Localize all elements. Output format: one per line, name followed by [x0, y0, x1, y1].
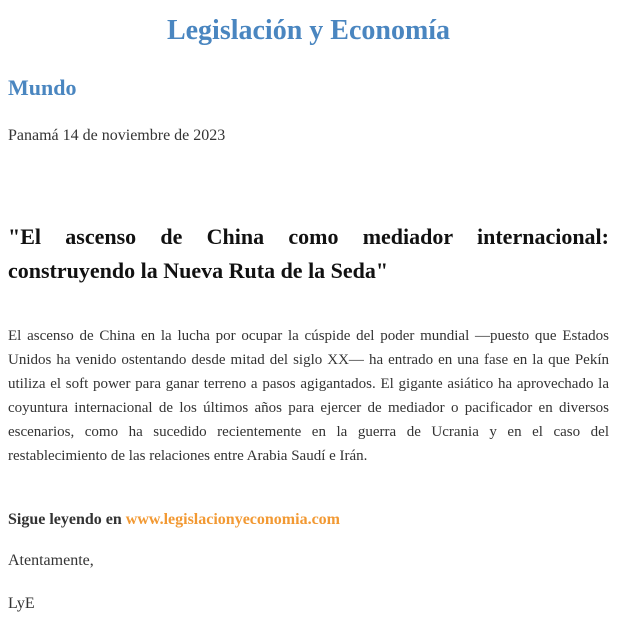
signoff: Atentamente,	[8, 552, 94, 569]
signature: LyE	[8, 595, 35, 612]
masthead-title: Legislación y Economía	[166, 15, 451, 46]
article-headline: "El ascenso de China como mediador internacional: construyendo la Nueva Ruta de la Seda"	[8, 224, 609, 283]
section-label: Mundo	[8, 75, 77, 100]
website-link[interactable]: www.legislacionyeconomia.com	[125, 511, 340, 528]
article-body: El ascenso de China en la lucha por ocupar la cúspide del poder mundial —puesto que Estados Unidos ha venido ostentando desde mitad del siglo XX— ha entrado en una fase en la que Pekín utiliza el soft power para ganar terreno a pasos agigantados. El gigante asiático ha aprovechado la coyuntura internacional de los últimos años para ejercer de mediador o pacificador en diversos escenarios, como ha sucedido recientemente en la guerra de Ucrania y en el caso del restablecimiento de las relaciones entre Arabia Saudí e Irán.	[8, 328, 609, 464]
dateline: Panamá 14 de noviembre de 2023	[8, 127, 226, 144]
continue-reading	[8, 510, 340, 530]
continue-reading-prefix: Sigue leyendo en	[8, 511, 122, 528]
